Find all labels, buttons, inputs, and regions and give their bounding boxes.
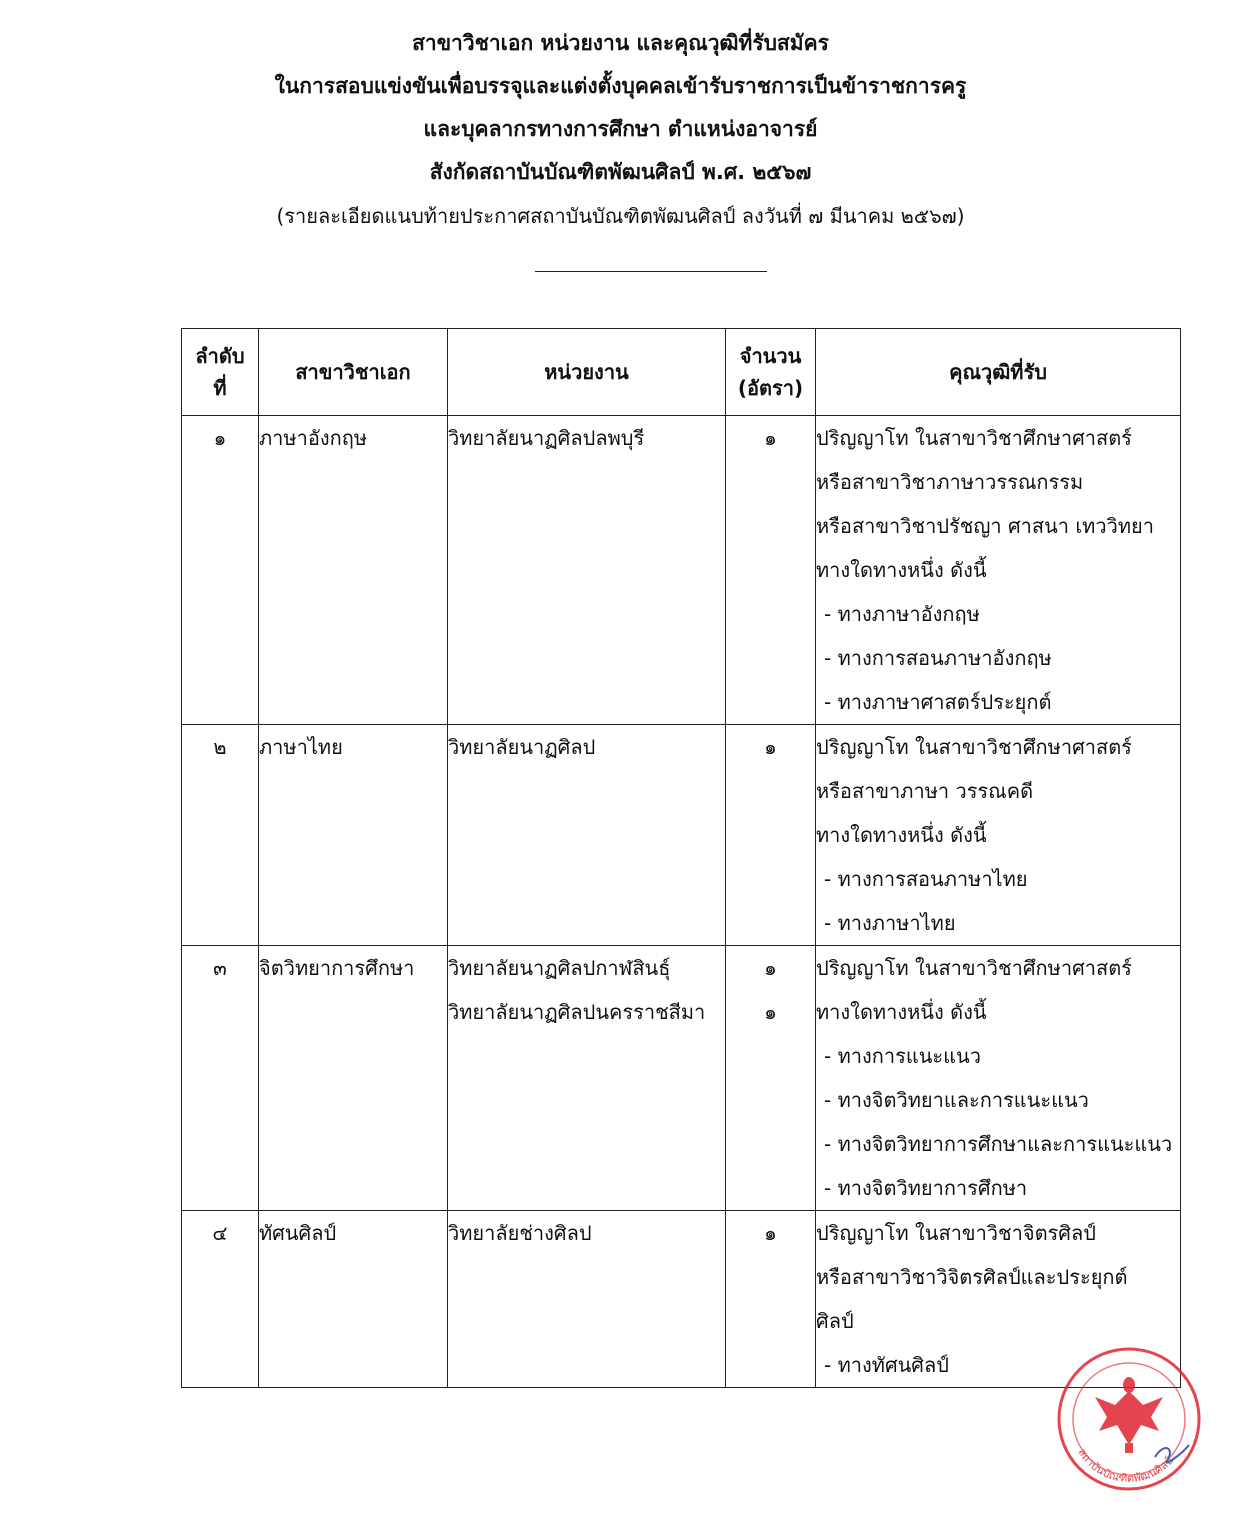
row-no: ๒ (213, 735, 227, 759)
cell-count (726, 725, 816, 946)
row-count: ๑ (764, 956, 777, 980)
row-count: ๑ (764, 1000, 777, 1024)
qual-line: ปริญญาโท ในสาขาวิชาศึกษาศาสตร์ (816, 735, 1132, 759)
title-subline: (รายละเอียดแนบท้ายประกาศสถาบันบัณฑิตพัฒนศิลป์ ลงวันที่ ๗ มีนาคม ๒๕๖๗) (276, 204, 965, 228)
cell-count (726, 1211, 816, 1388)
qual-bullet: - ทางภาษาศาสตร์ประยุกต์ (824, 690, 1052, 714)
table-row (182, 946, 1181, 1211)
header-count-line2: (อัตรา) (737, 376, 804, 400)
table-header-row (182, 329, 1181, 416)
document-header (0, 22, 1241, 238)
header-count (726, 329, 816, 416)
cell-count (726, 416, 816, 725)
header-unit: หน่วยงาน (448, 329, 726, 416)
row-major: ภาษาอังกฤษ (259, 426, 368, 450)
cell-unit (448, 1211, 726, 1388)
cell-no (182, 946, 259, 1211)
row-no: ๔ (212, 1221, 228, 1245)
cell-major (259, 416, 448, 725)
qual-bullet: - ทางภาษาอังกฤษ (824, 602, 980, 626)
qual-line: ทางใดทางหนึ่ง ดังนี้ (816, 558, 987, 582)
title-line-3: และบุคลากรทางการศึกษา ตำแหน่งอาจารย์ (423, 117, 818, 141)
table-row (182, 1211, 1181, 1388)
qual-bullet: - ทางการแนะแนว (824, 1044, 981, 1068)
row-count: ๑ (764, 426, 777, 450)
qual-bullet: - ทางจิตวิทยาการศึกษา (824, 1176, 1028, 1200)
title-line-4: สังกัดสถาบันบัณฑิตพัฒนศิลป์ พ.ศ. ๒๕๖๗ (429, 160, 812, 184)
header-no-line1: ลำดับ (195, 344, 245, 368)
cell-no (182, 1211, 259, 1388)
qual-bullet: - ทางการสอนภาษาอังกฤษ (824, 646, 1052, 670)
row-unit: วิทยาลัยนาฏศิลปกาฬสินธุ์ (448, 956, 671, 980)
row-no: ๑ (213, 426, 227, 450)
cell-no (182, 725, 259, 946)
row-unit: วิทยาลัยนาฏศิลปนครราชสีมา (448, 1000, 706, 1024)
row-unit: วิทยาลัยนาฏศิลป (448, 735, 596, 759)
official-seal-stamp (1055, 1345, 1203, 1493)
cell-major (259, 946, 448, 1211)
title-line-2: ในการสอบแข่งขันเพื่อบรรจุและแต่งตั้งบุคคลเข้ารับราชการเป็นข้าราชการครู (274, 74, 967, 98)
qual-line: ปริญญาโท ในสาขาวิชาจิตรศิลป์ (816, 1221, 1096, 1245)
qual-bullet: - ทางภาษาไทย (824, 911, 956, 935)
header-no-line2: ที่ (213, 376, 227, 400)
header-major: สาขาวิชาเอก (259, 329, 448, 416)
table-row (182, 725, 1181, 946)
row-no: ๓ (213, 956, 227, 980)
title-line-1: สาขาวิชาเอก หน่วยงาน และคุณวุฒิที่รับสมัคร (412, 31, 829, 55)
cell-count (726, 946, 816, 1211)
table-row (182, 416, 1181, 725)
qual-line: หรือสาขาวิชาภาษาวรรณกรรม (816, 470, 1084, 494)
qual-line: ทางใดทางหนึ่ง ดังนี้ (816, 823, 987, 847)
qual-line: ทางใดทางหนึ่ง ดังนี้ (816, 1000, 987, 1024)
qual-line: หรือสาขาภาษา วรรณคดี (816, 779, 1034, 803)
cell-unit (448, 725, 726, 946)
garuda-emblem-icon (1095, 1377, 1163, 1453)
cell-major (259, 1211, 448, 1388)
row-major: จิตวิทยาการศึกษา (259, 956, 415, 980)
cell-qualification (816, 946, 1181, 1211)
row-count: ๑ (764, 1221, 777, 1245)
cell-qualification (816, 725, 1181, 946)
cell-no (182, 416, 259, 725)
header-no (182, 329, 259, 416)
qual-line: ปริญญาโท ในสาขาวิชาศึกษาศาสตร์ (816, 956, 1132, 980)
header-divider (535, 271, 767, 272)
row-count: ๑ (764, 735, 777, 759)
row-unit: วิทยาลัยนาฏศิลปลพบุรี (448, 426, 645, 450)
qual-bullet: - ทางทัศนศิลป์ (824, 1353, 949, 1377)
qual-line: หรือสาขาวิชาปรัชญา ศาสนา เทววิทยา (816, 514, 1154, 538)
cell-unit (448, 416, 726, 725)
row-major: ภาษาไทย (259, 735, 343, 759)
qual-line: ปริญญาโท ในสาขาวิชาศึกษาศาสตร์ (816, 426, 1132, 450)
cell-unit (448, 946, 726, 1211)
svg-text:สถาบันบัณฑิตพัฒนศิลป์: สถาบันบัณฑิตพัฒนศิลป์ (1075, 1446, 1176, 1485)
header-count-line1: จำนวน (739, 344, 802, 368)
qual-line: หรือสาขาวิชาวิจิตรศิลป์และประยุกต์ (816, 1265, 1128, 1289)
qual-bullet: - ทางการสอนภาษาไทย (824, 867, 1028, 891)
cell-major (259, 725, 448, 946)
positions-table (181, 328, 1181, 1388)
header-qualification: คุณวุฒิที่รับ (816, 329, 1181, 416)
cell-qualification (816, 416, 1181, 725)
row-major: ทัศนศิลป์ (259, 1221, 337, 1245)
qual-bullet: - ทางจิตวิทยาและการแนะแนว (824, 1088, 1089, 1112)
qual-bullet: - ทางจิตวิทยาการศึกษาและการแนะแนว (824, 1132, 1173, 1156)
qual-line: ศิลป์ (816, 1309, 854, 1333)
row-unit: วิทยาลัยช่างศิลป (448, 1221, 592, 1245)
